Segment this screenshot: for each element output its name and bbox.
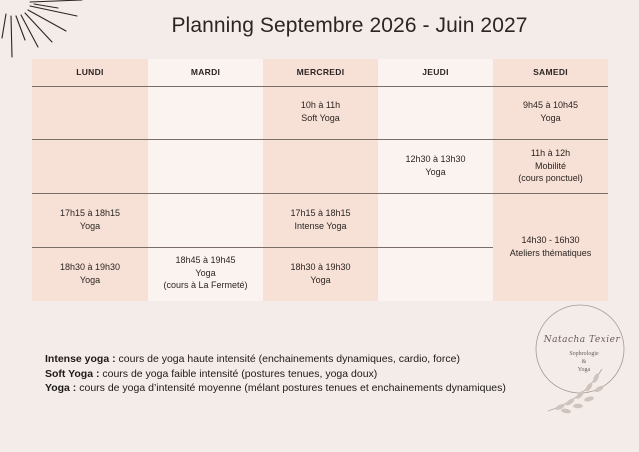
session-type: Yoga bbox=[310, 274, 331, 285]
session-cell bbox=[32, 207, 148, 232]
session-type: Soft Yoga bbox=[301, 112, 340, 123]
header-mardi: MARDI bbox=[190, 67, 221, 77]
session-type: Yoga bbox=[425, 166, 446, 177]
session-time: 17h15 à 18h15 bbox=[59, 208, 121, 218]
session-time: 9h45 à 10h45 bbox=[522, 100, 579, 110]
schedule-table bbox=[32, 59, 608, 301]
legend-term: Intense yoga : bbox=[45, 353, 116, 365]
session-cell bbox=[493, 234, 608, 259]
legend-term: Yoga : bbox=[45, 382, 77, 394]
session-type: Yoga bbox=[195, 267, 216, 278]
session-cell bbox=[148, 254, 263, 292]
logo-subtitle-line: & bbox=[581, 359, 587, 365]
session-time: 11h à 12h bbox=[530, 148, 571, 158]
session-note: (cours ponctuel) bbox=[518, 173, 583, 183]
legend-item-yoga bbox=[45, 381, 506, 396]
session-cell bbox=[378, 153, 493, 178]
session-time: 14h30 - 16h30 bbox=[521, 235, 580, 245]
session-time: 18h45 à 19h45 bbox=[175, 255, 236, 265]
legend-text: cours de yoga faible intensité (postures tenues, yoga doux) bbox=[99, 367, 378, 380]
legend-item-soft bbox=[45, 367, 506, 382]
logo-subtitle bbox=[546, 350, 622, 374]
row-divider bbox=[32, 86, 608, 87]
session-cell bbox=[263, 207, 378, 232]
session-type: Yoga bbox=[540, 112, 561, 123]
logo bbox=[528, 303, 628, 433]
legend-text: cours de yoga d’intensité moyenne (mélant postures tenues et enchainements dynamiques) bbox=[76, 382, 506, 394]
session-time: 18h30 à 19h30 bbox=[59, 262, 121, 272]
session-time: 10h à 11h bbox=[300, 100, 341, 110]
legend-term: Soft Yoga : bbox=[45, 367, 100, 380]
legend-text: cours de yoga haute intensité (enchainements dynamiques, cardio, force) bbox=[115, 353, 460, 365]
header-mercredi: MERCREDI bbox=[296, 67, 345, 77]
column-jeudi bbox=[378, 59, 493, 301]
logo-subtitle-line: Yoga bbox=[577, 367, 591, 373]
row-divider bbox=[32, 247, 493, 248]
session-cell bbox=[263, 261, 378, 286]
session-cell bbox=[493, 99, 608, 124]
session-note: (cours à La Fermeté) bbox=[163, 280, 248, 290]
logo-name: Natacha Texier bbox=[543, 335, 621, 345]
page-title: Planning Septembre 2026 - Juin 2027 bbox=[171, 14, 528, 37]
session-type: Intense Yoga bbox=[294, 220, 347, 231]
session-type: Yoga bbox=[79, 220, 101, 231]
session-type: Mobilité bbox=[534, 160, 566, 171]
legend-item-intense bbox=[45, 352, 506, 367]
session-cell bbox=[32, 261, 148, 286]
session-time: 17h15 à 18h15 bbox=[290, 208, 351, 218]
header-lundi: LUNDI bbox=[76, 67, 104, 77]
row-divider bbox=[32, 139, 608, 140]
logo-subtitle-line: Sophrologie bbox=[569, 351, 599, 357]
session-type: Yoga bbox=[79, 274, 101, 285]
session-time: 12h30 à 13h30 bbox=[405, 154, 466, 164]
header-jeudi: JEUDI bbox=[422, 67, 449, 77]
legend bbox=[45, 352, 506, 396]
row-divider bbox=[32, 193, 608, 194]
session-time: 18h30 à 19h30 bbox=[290, 262, 351, 272]
session-type: Ateliers thématiques bbox=[509, 247, 592, 258]
session-cell bbox=[493, 147, 608, 185]
header-samedi: SAMEDI bbox=[533, 67, 568, 77]
session-cell bbox=[263, 99, 378, 124]
